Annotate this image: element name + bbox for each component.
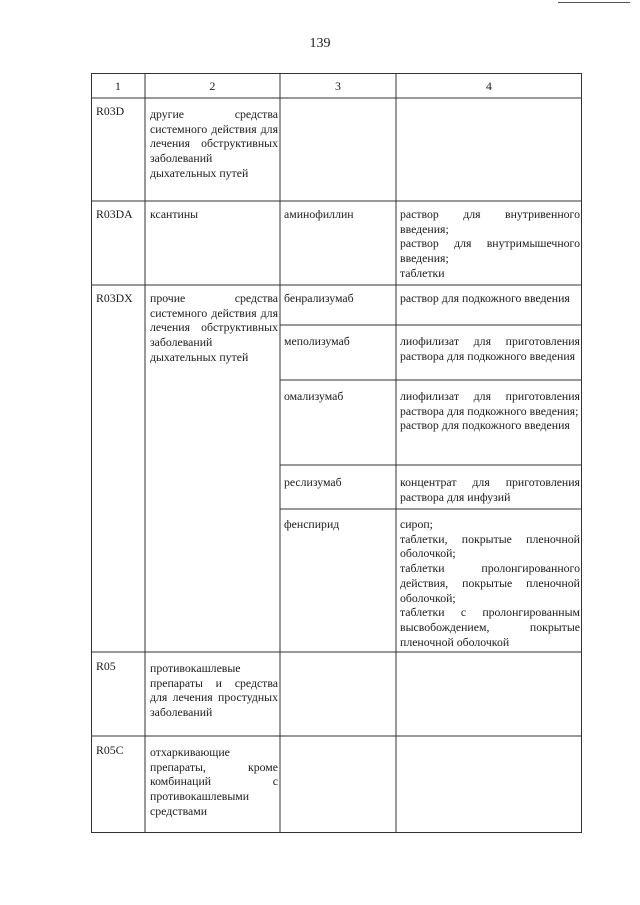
dosage-form: таблетки xyxy=(400,265,445,280)
drug-name: меполизумаб xyxy=(284,334,350,348)
dosage-forms xyxy=(400,475,580,504)
dosage-form: лиофилизат для приготовления раствора для подкожного введения; xyxy=(400,389,580,418)
drug-name: омализумаб xyxy=(284,389,344,403)
drug-name: бенрализумаб xyxy=(284,291,354,305)
dosage-forms xyxy=(400,389,580,433)
dosage-form: раствор для внутримышечного введения; xyxy=(400,236,580,266)
dosage-form: раствор для внутривенного введения; xyxy=(400,207,580,236)
row-name: противокашлевые препараты и средства для лечения простудных заболеваний xyxy=(150,661,278,720)
drug-name: фенспирид xyxy=(284,517,340,531)
corner-line xyxy=(558,2,630,3)
dosage-form: концентрат для приготовления раствора для инфузий xyxy=(400,475,580,504)
dosage-form: таблетки с пролонгированным высвобождением, покрытые пленочной оболочкой xyxy=(400,605,580,649)
dosage-forms xyxy=(400,517,580,649)
drug-name: аминофиллин xyxy=(284,207,354,221)
row-code: R05C xyxy=(96,743,124,757)
page-number: 139 xyxy=(309,36,331,51)
drug-table xyxy=(91,73,582,833)
dosage-forms xyxy=(400,334,580,363)
row-code: R03DX xyxy=(96,291,133,305)
dosage-form: раствор для подкожного введения xyxy=(400,418,570,433)
row-name: прочие средства системного действия для лечения обструктивных заболеваний дыхательных путей xyxy=(150,291,278,364)
drug-name: реслизумаб xyxy=(284,475,342,489)
dosage-forms xyxy=(400,207,580,281)
header-col-4: 4 xyxy=(486,79,492,93)
dosage-form: таблетки пролонгированного действия, покрытые пленочной оболочкой; xyxy=(400,561,580,605)
dosage-form: раствор для подкожного введения xyxy=(400,291,570,305)
header-col-2: 2 xyxy=(209,79,216,93)
dosage-form: сироп; xyxy=(400,517,433,531)
row-name: отхаркивающие препараты, кроме комбинаций с противокашлевыми средствами xyxy=(150,745,278,818)
row-code: R03D xyxy=(96,104,125,118)
dosage-form: таблетки, покрытые пленочной оболочкой; xyxy=(400,531,580,561)
row-name: другие средства системного действия для лечения обструктивных заболеваний дыхательных путей xyxy=(150,107,278,180)
dosage-forms xyxy=(400,291,580,306)
dosage-form: лиофилизат для приготовления раствора для подкожного введения xyxy=(400,334,580,363)
row-code: R03DA xyxy=(96,207,133,221)
header-col-3: 3 xyxy=(335,79,341,93)
header-col-1: 1 xyxy=(115,79,121,93)
row-name: ксантины xyxy=(150,207,199,221)
row-code: R05 xyxy=(96,659,116,673)
